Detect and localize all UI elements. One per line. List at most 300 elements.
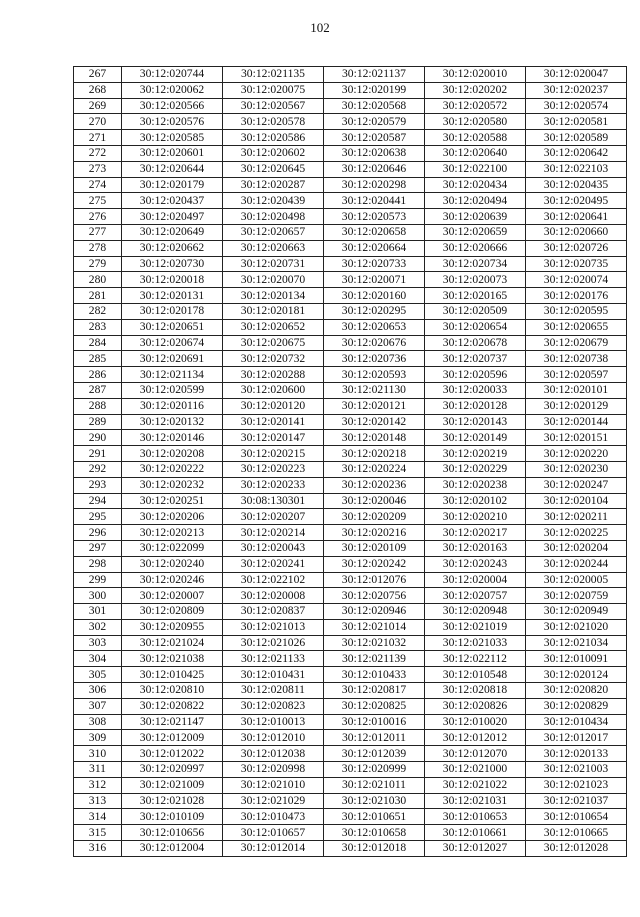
cadastral-code-cell: 30:12:020134 bbox=[223, 288, 324, 304]
cadastral-code-cell: 30:12:020233 bbox=[223, 477, 324, 493]
cadastral-code-cell: 30:12:020230 bbox=[526, 461, 627, 477]
cadastral-code-cell: 30:12:020434 bbox=[425, 177, 526, 193]
cadastral-code-cell: 30:12:020211 bbox=[526, 509, 627, 525]
cadastral-code-cell: 30:12:020004 bbox=[425, 572, 526, 588]
row-number-cell: 296 bbox=[74, 525, 122, 541]
page-number: 102 bbox=[310, 20, 330, 35]
cadastral-code-cell: 30:12:010473 bbox=[223, 809, 324, 825]
cadastral-code-cell: 30:12:020071 bbox=[324, 272, 425, 288]
table-row bbox=[74, 130, 627, 146]
row-number-cell: 270 bbox=[74, 114, 122, 130]
table-row bbox=[74, 335, 627, 351]
cadastral-code-cell: 30:12:021003 bbox=[526, 762, 627, 778]
row-number-cell: 269 bbox=[74, 98, 122, 114]
cadastral-code-cell: 30:12:020586 bbox=[223, 130, 324, 146]
row-number-cell: 291 bbox=[74, 446, 122, 462]
cadastral-code-cell: 30:12:012017 bbox=[526, 730, 627, 746]
row-number-cell: 290 bbox=[74, 430, 122, 446]
table-row bbox=[74, 367, 627, 383]
cadastral-code-cell: 30:12:020595 bbox=[526, 303, 627, 319]
table-row bbox=[74, 288, 627, 304]
cadastral-code-cell: 30:12:022100 bbox=[425, 161, 526, 177]
cadastral-code-cell: 30:12:020046 bbox=[324, 493, 425, 509]
cadastral-code-cell: 30:12:020225 bbox=[526, 525, 627, 541]
cadastral-code-cell: 30:12:020208 bbox=[122, 446, 223, 462]
cadastral-code-cell: 30:12:020825 bbox=[324, 698, 425, 714]
cadastral-code-cell: 30:12:012022 bbox=[122, 746, 223, 762]
cadastral-code-cell: 30:12:021023 bbox=[526, 777, 627, 793]
row-number-cell: 273 bbox=[74, 161, 122, 177]
cadastral-code-cell: 30:12:020210 bbox=[425, 509, 526, 525]
row-number-cell: 268 bbox=[74, 82, 122, 98]
cadastral-code-cell: 30:12:010651 bbox=[324, 809, 425, 825]
row-number-cell: 282 bbox=[74, 303, 122, 319]
row-number-cell: 279 bbox=[74, 256, 122, 272]
cadastral-code-cell: 30:12:020568 bbox=[324, 98, 425, 114]
cadastral-code-cell: 30:12:020655 bbox=[526, 319, 627, 335]
cadastral-code-cell: 30:12:020104 bbox=[526, 493, 627, 509]
table-row bbox=[74, 114, 627, 130]
cadastral-code-cell: 30:12:020653 bbox=[324, 319, 425, 335]
cadastral-code-cell: 30:12:020074 bbox=[526, 272, 627, 288]
cadastral-code-cell: 30:12:022103 bbox=[526, 161, 627, 177]
row-number-cell: 267 bbox=[74, 67, 122, 83]
cadastral-code-cell: 30:12:020131 bbox=[122, 288, 223, 304]
table-row bbox=[74, 746, 627, 762]
row-number-cell: 283 bbox=[74, 319, 122, 335]
table-row bbox=[74, 572, 627, 588]
cadastral-code-cell: 30:12:021038 bbox=[122, 651, 223, 667]
cadastral-code-cell: 30:12:020744 bbox=[122, 67, 223, 83]
cadastral-code-cell: 30:12:020726 bbox=[526, 240, 627, 256]
cadastral-code-cell: 30:12:020756 bbox=[324, 588, 425, 604]
table-row bbox=[74, 841, 627, 857]
cadastral-code-cell: 30:12:020676 bbox=[324, 335, 425, 351]
cadastral-code-cell: 30:12:020209 bbox=[324, 509, 425, 525]
table-row bbox=[74, 319, 627, 335]
cadastral-code-cell: 30:12:021022 bbox=[425, 777, 526, 793]
row-number-cell: 297 bbox=[74, 540, 122, 556]
cadastral-code-cell: 30:12:020662 bbox=[122, 240, 223, 256]
cadastral-code-cell: 30:12:020593 bbox=[324, 367, 425, 383]
cadastral-code-cell: 30:12:010013 bbox=[223, 714, 324, 730]
cadastral-code-cell: 30:12:010657 bbox=[223, 825, 324, 841]
row-number-cell: 285 bbox=[74, 351, 122, 367]
cadastral-code-cell: 30:12:020133 bbox=[526, 746, 627, 762]
table-row bbox=[74, 667, 627, 683]
cadastral-code-cell: 30:12:020165 bbox=[425, 288, 526, 304]
cadastral-code-cell: 30:12:020658 bbox=[324, 224, 425, 240]
cadastral-code-cell: 30:12:020659 bbox=[425, 224, 526, 240]
cadastral-code-cell: 30:12:020597 bbox=[526, 367, 627, 383]
cadastral-code-cell: 30:12:012027 bbox=[425, 841, 526, 857]
row-number-cell: 271 bbox=[74, 130, 122, 146]
cadastral-code-cell: 30:12:020759 bbox=[526, 588, 627, 604]
cadastral-code-cell: 30:12:020666 bbox=[425, 240, 526, 256]
cadastral-code-cell: 30:12:020213 bbox=[122, 525, 223, 541]
table-row bbox=[74, 398, 627, 414]
cadastral-code-cell: 30:12:021000 bbox=[425, 762, 526, 778]
cadastral-code-cell: 30:12:020437 bbox=[122, 193, 223, 209]
cadastral-code-cell: 30:12:021133 bbox=[223, 651, 324, 667]
cadastral-code-cell: 30:12:020674 bbox=[122, 335, 223, 351]
table-row bbox=[74, 446, 627, 462]
table-row bbox=[74, 145, 627, 161]
cadastral-code-cell: 30:12:010091 bbox=[526, 651, 627, 667]
cadastral-code-cell: 30:12:020151 bbox=[526, 430, 627, 446]
cadastral-code-cell: 30:12:020642 bbox=[526, 145, 627, 161]
cadastral-code-cell: 30:12:020678 bbox=[425, 335, 526, 351]
cadastral-code-cell: 30:12:021130 bbox=[324, 382, 425, 398]
row-number-cell: 306 bbox=[74, 683, 122, 699]
cadastral-code-cell: 30:12:020588 bbox=[425, 130, 526, 146]
cadastral-code-cell: 30:12:021037 bbox=[526, 793, 627, 809]
table-row bbox=[74, 777, 627, 793]
cadastral-code-cell: 30:12:020298 bbox=[324, 177, 425, 193]
cadastral-code-cell: 30:12:010654 bbox=[526, 809, 627, 825]
cadastral-code-cell: 30:12:020646 bbox=[324, 161, 425, 177]
cadastral-code-cell: 30:12:020178 bbox=[122, 303, 223, 319]
cadastral-code-cell: 30:12:020738 bbox=[526, 351, 627, 367]
row-number-cell: 309 bbox=[74, 730, 122, 746]
cadastral-code-cell: 30:12:021137 bbox=[324, 67, 425, 83]
cadastral-code-cell: 30:12:021020 bbox=[526, 619, 627, 635]
cadastral-code-cell: 30:12:020732 bbox=[223, 351, 324, 367]
cadastral-code-cell: 30:12:020033 bbox=[425, 382, 526, 398]
row-number-cell: 300 bbox=[74, 588, 122, 604]
table-row bbox=[74, 809, 627, 825]
cadastral-code-cell: 30:12:020287 bbox=[223, 177, 324, 193]
cadastral-code-cell: 30:12:020578 bbox=[223, 114, 324, 130]
cadastral-code-cell: 30:12:020600 bbox=[223, 382, 324, 398]
cadastral-code-cell: 30:12:012038 bbox=[223, 746, 324, 762]
cadastral-code-cell: 30:12:022112 bbox=[425, 651, 526, 667]
cadastral-code-cell: 30:12:020224 bbox=[324, 461, 425, 477]
cadastral-code-cell: 30:12:020288 bbox=[223, 367, 324, 383]
cadastral-code-cell: 30:12:020580 bbox=[425, 114, 526, 130]
cadastral-code-cell: 30:12:020181 bbox=[223, 303, 324, 319]
cadastral-code-cell: 30:12:020176 bbox=[526, 288, 627, 304]
row-number-cell: 313 bbox=[74, 793, 122, 809]
cadastral-code-cell: 30:12:020144 bbox=[526, 414, 627, 430]
row-number-cell: 293 bbox=[74, 477, 122, 493]
cadastral-code-cell: 30:12:021139 bbox=[324, 651, 425, 667]
cadastral-code-cell: 30:12:020566 bbox=[122, 98, 223, 114]
table-row bbox=[74, 556, 627, 572]
cadastral-code-cell: 30:12:020589 bbox=[526, 130, 627, 146]
cadastral-code-cell: 30:12:020955 bbox=[122, 619, 223, 635]
cadastral-code-cell: 30:12:021030 bbox=[324, 793, 425, 809]
table-row bbox=[74, 477, 627, 493]
cadastral-code-cell: 30:12:010016 bbox=[324, 714, 425, 730]
cadastral-code-cell: 30:12:020202 bbox=[425, 82, 526, 98]
cadastral-code-cell: 30:12:020243 bbox=[425, 556, 526, 572]
cadastral-code-cell: 30:12:020509 bbox=[425, 303, 526, 319]
cadastral-code-cell: 30:12:010665 bbox=[526, 825, 627, 841]
cadastral-code-cell: 30:12:020128 bbox=[425, 398, 526, 414]
cadastral-code-cell: 30:12:020497 bbox=[122, 209, 223, 225]
table-row bbox=[74, 256, 627, 272]
cadastral-code-cell: 30:12:012011 bbox=[324, 730, 425, 746]
table-row bbox=[74, 161, 627, 177]
cadastral-code-cell: 30:12:020735 bbox=[526, 256, 627, 272]
cadastral-code-cell: 30:12:021032 bbox=[324, 635, 425, 651]
cadastral-code-cell: 30:12:020949 bbox=[526, 604, 627, 620]
cadastral-code-cell: 30:12:020820 bbox=[526, 683, 627, 699]
cadastral-code-cell: 30:12:012076 bbox=[324, 572, 425, 588]
cadastral-code-cell: 30:12:020005 bbox=[526, 572, 627, 588]
table-row bbox=[74, 793, 627, 809]
cadastral-code-cell: 30:12:020247 bbox=[526, 477, 627, 493]
cadastral-code-cell: 30:12:021135 bbox=[223, 67, 324, 83]
table-row bbox=[74, 461, 627, 477]
table-row bbox=[74, 698, 627, 714]
table-row bbox=[74, 619, 627, 635]
table-row bbox=[74, 272, 627, 288]
row-number-cell: 275 bbox=[74, 193, 122, 209]
cadastral-code-cell: 30:12:020237 bbox=[526, 82, 627, 98]
cadastral-code-cell: 30:12:020215 bbox=[223, 446, 324, 462]
row-number-cell: 308 bbox=[74, 714, 122, 730]
cadastral-code-cell: 30:12:020163 bbox=[425, 540, 526, 556]
cadastral-code-cell: 30:12:021009 bbox=[122, 777, 223, 793]
row-number-cell: 298 bbox=[74, 556, 122, 572]
cadastral-code-cell: 30:12:012010 bbox=[223, 730, 324, 746]
cadastral-code-cell: 30:12:020010 bbox=[425, 67, 526, 83]
row-number-cell: 287 bbox=[74, 382, 122, 398]
row-number-cell: 302 bbox=[74, 619, 122, 635]
cadastral-code-cell: 30:12:020206 bbox=[122, 509, 223, 525]
cadastral-code-cell: 30:12:012028 bbox=[526, 841, 627, 857]
cadastral-code-cell: 30:12:020826 bbox=[425, 698, 526, 714]
row-number-cell: 294 bbox=[74, 493, 122, 509]
cadastral-code-cell: 30:12:020599 bbox=[122, 382, 223, 398]
row-number-cell: 276 bbox=[74, 209, 122, 225]
row-number-cell: 280 bbox=[74, 272, 122, 288]
cadastral-code-cell: 30:12:020596 bbox=[425, 367, 526, 383]
cadastral-code-cell: 30:12:020241 bbox=[223, 556, 324, 572]
cadastral-code-cell: 30:12:012012 bbox=[425, 730, 526, 746]
codes-table bbox=[73, 66, 627, 857]
cadastral-code-cell: 30:12:021147 bbox=[122, 714, 223, 730]
cadastral-code-cell: 30:12:020585 bbox=[122, 130, 223, 146]
cadastral-code-cell: 30:12:021134 bbox=[122, 367, 223, 383]
cadastral-code-cell: 30:12:022099 bbox=[122, 540, 223, 556]
row-number-cell: 274 bbox=[74, 177, 122, 193]
cadastral-code-cell: 30:12:020602 bbox=[223, 145, 324, 161]
cadastral-code-cell: 30:12:020810 bbox=[122, 683, 223, 699]
cadastral-code-cell: 30:12:020837 bbox=[223, 604, 324, 620]
table-row bbox=[74, 382, 627, 398]
cadastral-code-cell: 30:12:020946 bbox=[324, 604, 425, 620]
cadastral-code-cell: 30:12:020638 bbox=[324, 145, 425, 161]
cadastral-code-cell: 30:12:020129 bbox=[526, 398, 627, 414]
cadastral-code-cell: 30:12:020008 bbox=[223, 588, 324, 604]
cadastral-code-cell: 30:12:021029 bbox=[223, 793, 324, 809]
cadastral-code-cell: 30:12:010433 bbox=[324, 667, 425, 683]
cadastral-code-cell: 30:12:020218 bbox=[324, 446, 425, 462]
cadastral-code-cell: 30:12:020817 bbox=[324, 683, 425, 699]
cadastral-code-cell: 30:12:020251 bbox=[122, 493, 223, 509]
cadastral-code-cell: 30:12:020579 bbox=[324, 114, 425, 130]
row-number-cell: 281 bbox=[74, 288, 122, 304]
cadastral-code-cell: 30:12:020737 bbox=[425, 351, 526, 367]
cadastral-code-cell: 30:12:020948 bbox=[425, 604, 526, 620]
cadastral-code-cell: 30:12:020736 bbox=[324, 351, 425, 367]
cadastral-code-cell: 30:12:012070 bbox=[425, 746, 526, 762]
cadastral-code-cell: 30:12:020121 bbox=[324, 398, 425, 414]
table-row bbox=[74, 351, 627, 367]
cadastral-code-cell: 30:12:020214 bbox=[223, 525, 324, 541]
cadastral-code-cell: 30:12:020075 bbox=[223, 82, 324, 98]
cadastral-code-cell: 30:12:020663 bbox=[223, 240, 324, 256]
cadastral-code-cell: 30:12:012009 bbox=[122, 730, 223, 746]
cadastral-code-cell: 30:12:020018 bbox=[122, 272, 223, 288]
cadastral-code-cell: 30:12:020822 bbox=[122, 698, 223, 714]
cadastral-code-cell: 30:12:020734 bbox=[425, 256, 526, 272]
cadastral-code-cell: 30:12:020199 bbox=[324, 82, 425, 98]
cadastral-code-cell: 30:12:020073 bbox=[425, 272, 526, 288]
cadastral-code-cell: 30:12:020143 bbox=[425, 414, 526, 430]
row-number-cell: 292 bbox=[74, 461, 122, 477]
cadastral-code-cell: 30:12:020573 bbox=[324, 209, 425, 225]
row-number-cell: 305 bbox=[74, 667, 122, 683]
cadastral-code-cell: 30:12:020811 bbox=[223, 683, 324, 699]
cadastral-code-cell: 30:12:020120 bbox=[223, 398, 324, 414]
table-row bbox=[74, 635, 627, 651]
table-row bbox=[74, 509, 627, 525]
cadastral-code-cell: 30:12:020997 bbox=[122, 762, 223, 778]
cadastral-code-cell: 30:12:020733 bbox=[324, 256, 425, 272]
cadastral-code-cell: 30:12:020641 bbox=[526, 209, 627, 225]
table-row bbox=[74, 209, 627, 225]
cadastral-code-cell: 30:12:021024 bbox=[122, 635, 223, 651]
cadastral-code-cell: 30:12:020238 bbox=[425, 477, 526, 493]
cadastral-code-cell: 30:12:020809 bbox=[122, 604, 223, 620]
cadastral-code-cell: 30:12:020657 bbox=[223, 224, 324, 240]
cadastral-code-cell: 30:12:020644 bbox=[122, 161, 223, 177]
table-row bbox=[74, 730, 627, 746]
cadastral-code-cell: 30:12:020102 bbox=[425, 493, 526, 509]
table-row bbox=[74, 303, 627, 319]
row-number-cell: 301 bbox=[74, 604, 122, 620]
table-row bbox=[74, 588, 627, 604]
cadastral-code-cell: 30:12:020146 bbox=[122, 430, 223, 446]
cadastral-code-cell: 30:12:020043 bbox=[223, 540, 324, 556]
cadastral-code-cell: 30:12:020220 bbox=[526, 446, 627, 462]
cadastral-code-cell: 30:12:020587 bbox=[324, 130, 425, 146]
cadastral-code-cell: 30:12:010425 bbox=[122, 667, 223, 683]
cadastral-code-cell: 30:12:020572 bbox=[425, 98, 526, 114]
cadastral-code-cell: 30:12:020601 bbox=[122, 145, 223, 161]
cadastral-code-cell: 30:12:020576 bbox=[122, 114, 223, 130]
cadastral-code-cell: 30:12:021014 bbox=[324, 619, 425, 635]
cadastral-code-cell: 30:12:020295 bbox=[324, 303, 425, 319]
cadastral-code-cell: 30:12:010109 bbox=[122, 809, 223, 825]
cadastral-code-cell: 30:12:020679 bbox=[526, 335, 627, 351]
cadastral-code-cell: 30:12:020574 bbox=[526, 98, 627, 114]
cadastral-code-cell: 30:12:020101 bbox=[526, 382, 627, 398]
cadastral-code-cell: 30:12:020070 bbox=[223, 272, 324, 288]
table-row bbox=[74, 224, 627, 240]
cadastral-code-cell: 30:12:010434 bbox=[526, 714, 627, 730]
cadastral-code-cell: 30:12:020219 bbox=[425, 446, 526, 462]
cadastral-code-cell: 30:12:020179 bbox=[122, 177, 223, 193]
cadastral-code-cell: 30:12:020236 bbox=[324, 477, 425, 493]
row-number-cell: 303 bbox=[74, 635, 122, 651]
cadastral-code-cell: 30:12:020999 bbox=[324, 762, 425, 778]
cadastral-code-cell: 30:12:020757 bbox=[425, 588, 526, 604]
cadastral-code-cell: 30:12:020829 bbox=[526, 698, 627, 714]
cadastral-code-cell: 30:12:022102 bbox=[223, 572, 324, 588]
cadastral-code-cell: 30:12:020651 bbox=[122, 319, 223, 335]
cadastral-code-cell: 30:12:020645 bbox=[223, 161, 324, 177]
cadastral-code-cell: 30:12:020652 bbox=[223, 319, 324, 335]
cadastral-code-cell: 30:12:020730 bbox=[122, 256, 223, 272]
cadastral-code-cell: 30:12:020498 bbox=[223, 209, 324, 225]
table-row bbox=[74, 67, 627, 83]
table-row bbox=[74, 82, 627, 98]
cadastral-code-cell: 30:12:020207 bbox=[223, 509, 324, 525]
cadastral-code-cell: 30:12:020147 bbox=[223, 430, 324, 446]
cadastral-code-cell: 30:12:021010 bbox=[223, 777, 324, 793]
cadastral-code-cell: 30:12:020664 bbox=[324, 240, 425, 256]
cadastral-code-cell: 30:12:010661 bbox=[425, 825, 526, 841]
cadastral-code-cell: 30:12:020660 bbox=[526, 224, 627, 240]
cadastral-code-cell: 30:12:012014 bbox=[223, 841, 324, 857]
cadastral-code-cell: 30:12:020244 bbox=[526, 556, 627, 572]
cadastral-code-cell: 30:12:020639 bbox=[425, 209, 526, 225]
cadastral-code-cell: 30:12:021028 bbox=[122, 793, 223, 809]
cadastral-code-cell: 30:12:020142 bbox=[324, 414, 425, 430]
cadastral-code-cell: 30:12:020223 bbox=[223, 461, 324, 477]
cadastral-code-cell: 30:12:020204 bbox=[526, 540, 627, 556]
cadastral-code-cell: 30:12:021019 bbox=[425, 619, 526, 635]
row-number-cell: 295 bbox=[74, 509, 122, 525]
row-number-cell: 312 bbox=[74, 777, 122, 793]
cadastral-code-cell: 30:12:020581 bbox=[526, 114, 627, 130]
cadastral-code-cell: 30:12:020435 bbox=[526, 177, 627, 193]
cadastral-code-cell: 30:12:020818 bbox=[425, 683, 526, 699]
table-row bbox=[74, 525, 627, 541]
cadastral-code-cell: 30:12:020132 bbox=[122, 414, 223, 430]
cadastral-code-cell: 30:12:020654 bbox=[425, 319, 526, 335]
row-number-cell: 315 bbox=[74, 825, 122, 841]
cadastral-code-cell: 30:12:020998 bbox=[223, 762, 324, 778]
row-number-cell: 289 bbox=[74, 414, 122, 430]
row-number-cell: 314 bbox=[74, 809, 122, 825]
table-row bbox=[74, 825, 627, 841]
cadastral-code-cell: 30:08:130301 bbox=[223, 493, 324, 509]
row-number-cell: 307 bbox=[74, 698, 122, 714]
cadastral-code-cell: 30:12:012004 bbox=[122, 841, 223, 857]
cadastral-code-cell: 30:12:021026 bbox=[223, 635, 324, 651]
cadastral-code-cell: 30:12:010548 bbox=[425, 667, 526, 683]
cadastral-code-cell: 30:12:021031 bbox=[425, 793, 526, 809]
cadastral-code-cell: 30:12:021013 bbox=[223, 619, 324, 635]
cadastral-code-cell: 30:12:020240 bbox=[122, 556, 223, 572]
row-number-cell: 316 bbox=[74, 841, 122, 857]
cadastral-code-cell: 30:12:010431 bbox=[223, 667, 324, 683]
cadastral-code-cell: 30:12:020216 bbox=[324, 525, 425, 541]
row-number-cell: 272 bbox=[74, 145, 122, 161]
cadastral-code-cell: 30:12:020149 bbox=[425, 430, 526, 446]
cadastral-code-cell: 30:12:020109 bbox=[324, 540, 425, 556]
cadastral-code-cell: 30:12:010656 bbox=[122, 825, 223, 841]
cadastral-code-cell: 30:12:020242 bbox=[324, 556, 425, 572]
cadastral-code-cell: 30:12:020441 bbox=[324, 193, 425, 209]
cadastral-code-cell: 30:12:020823 bbox=[223, 698, 324, 714]
